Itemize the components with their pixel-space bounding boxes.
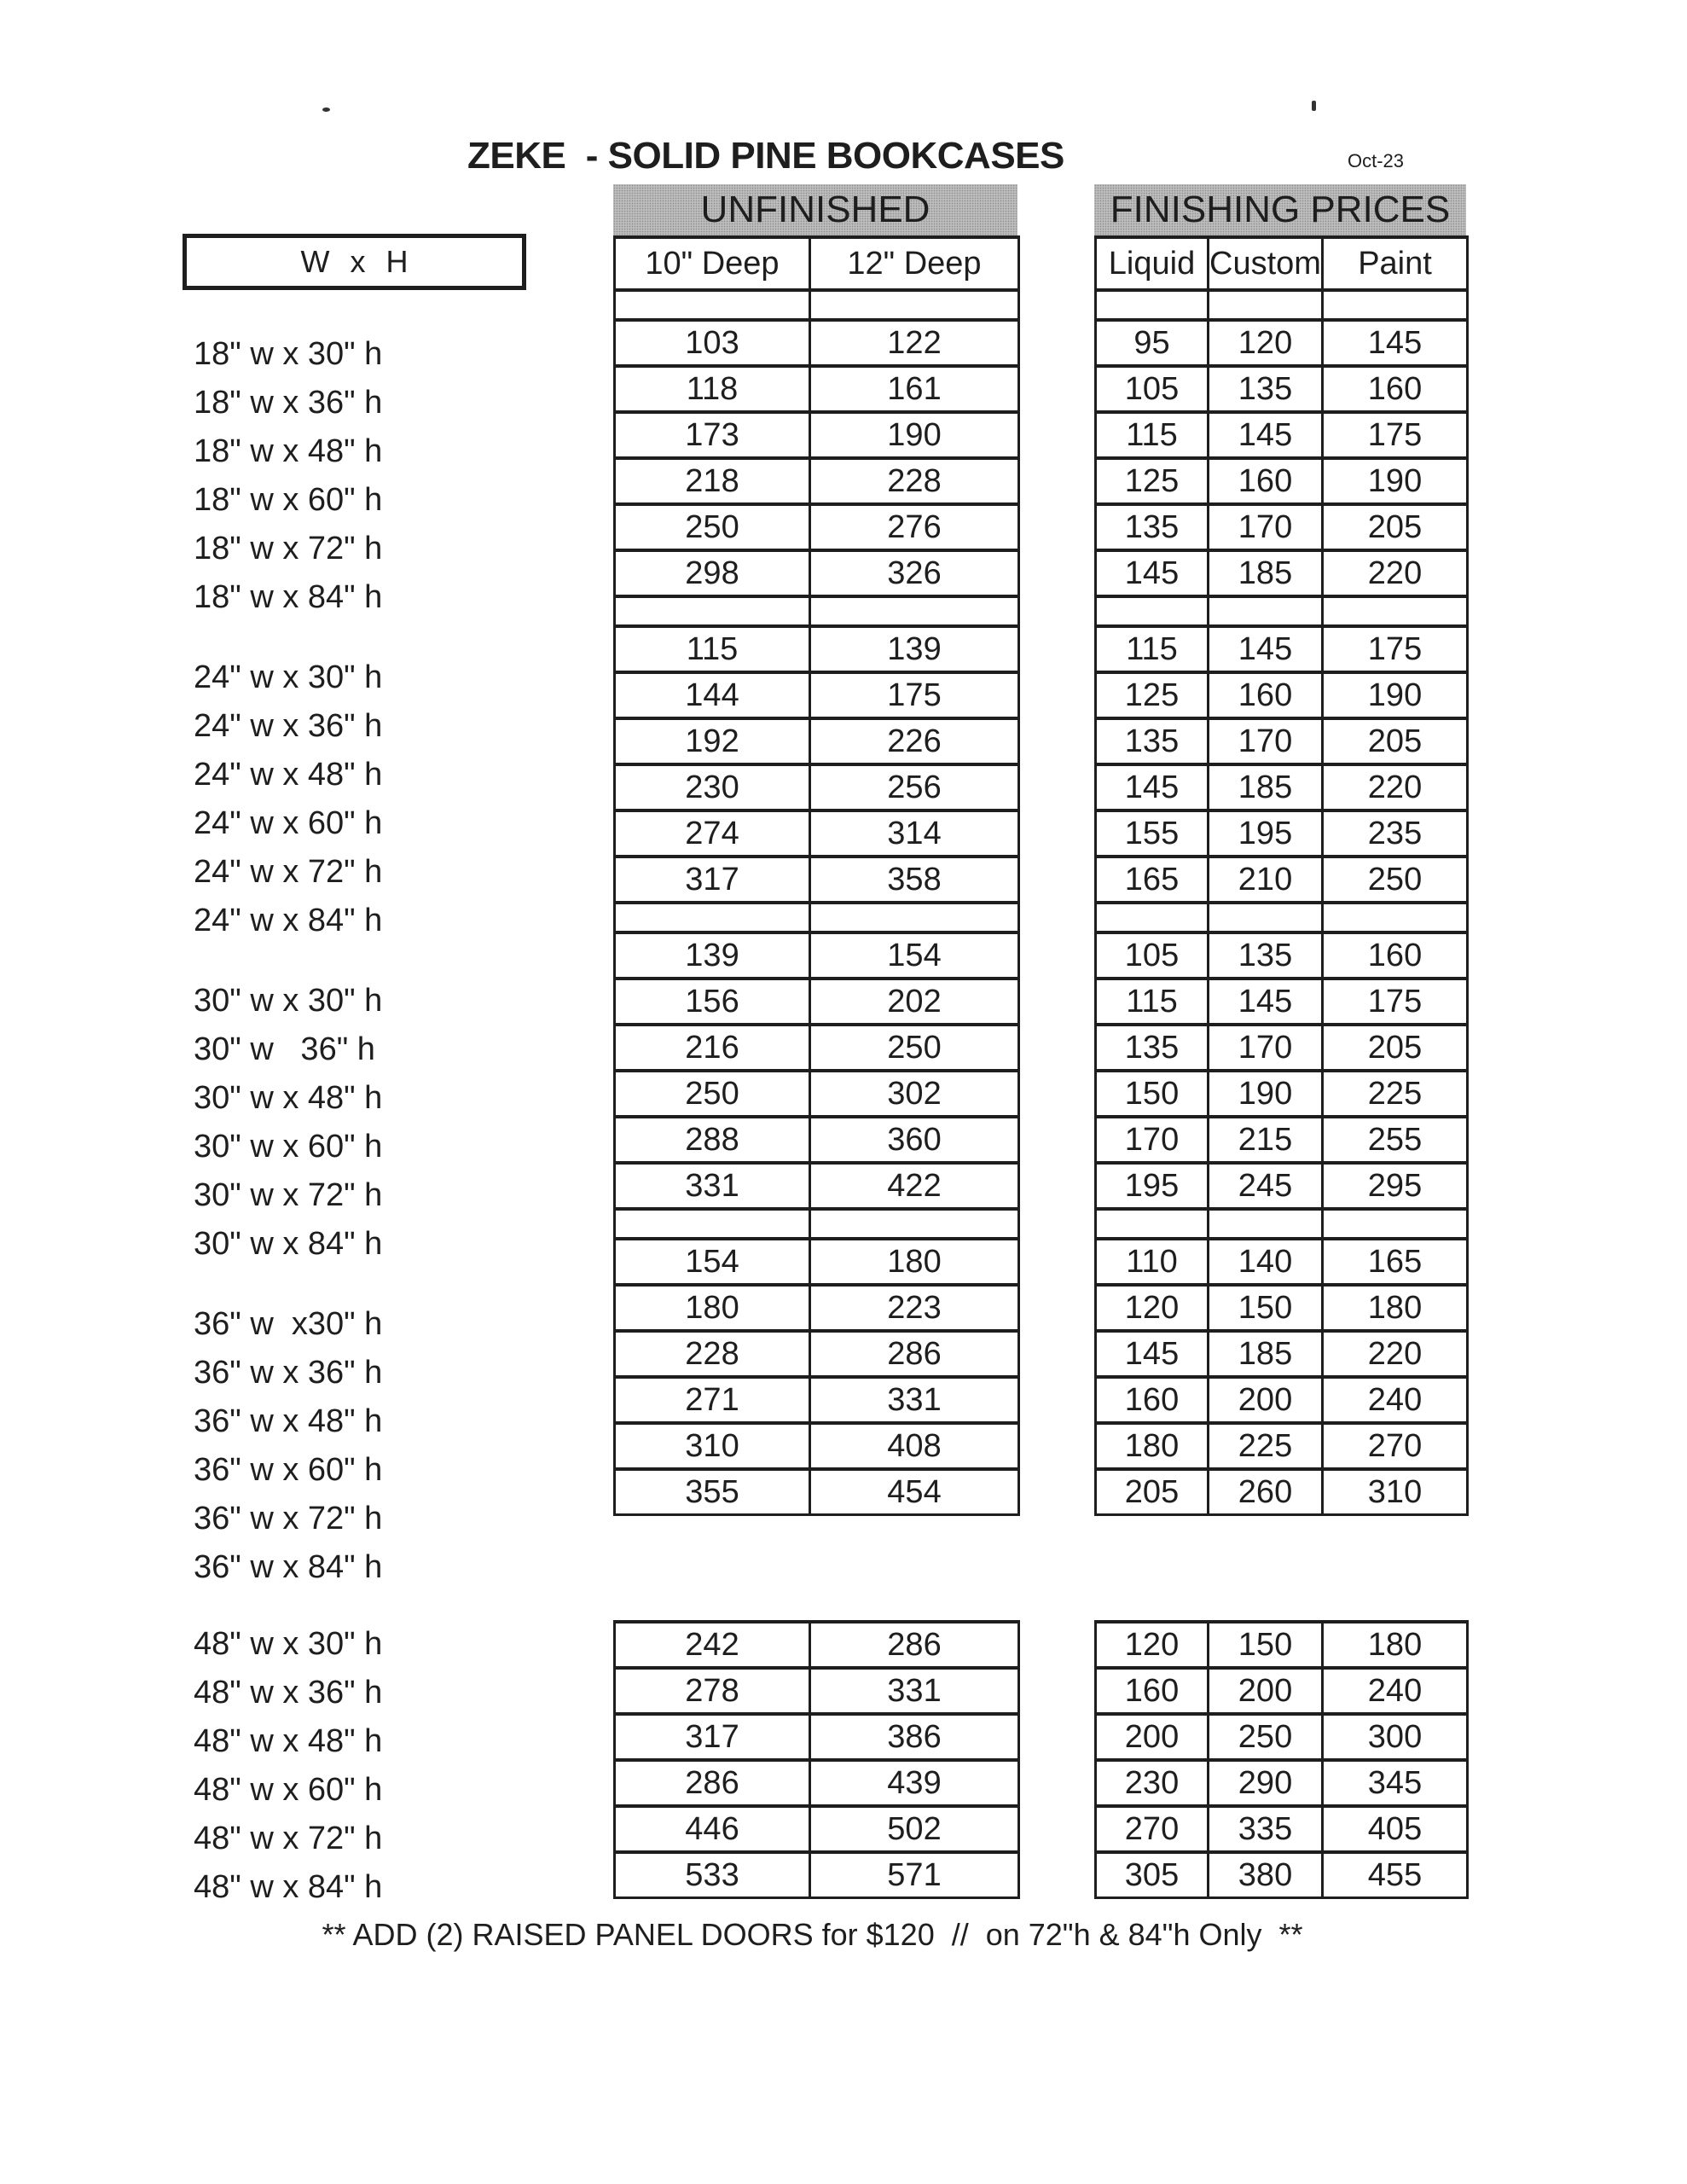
price-row [615,1025,1019,1071]
finishing-price-cell: 135 [1096,1025,1209,1071]
finishing-price-cell: 220 [1323,764,1468,810]
unfinished-price-cell: 533 [615,1852,810,1898]
blank-cell [615,1209,810,1239]
price-row [1096,1285,1468,1331]
finishing-price-cell: 255 [1323,1117,1468,1163]
unfinished-price-cell: 192 [615,718,810,764]
finishing-price-cell: 140 [1209,1239,1323,1285]
unfinished-price-cell: 180 [615,1285,810,1331]
finishing-price-cell: 205 [1323,1025,1468,1071]
blank-cell [1209,290,1323,320]
unfinished-price-cell: 317 [615,1714,810,1760]
price-row [1096,857,1468,903]
price-row [615,718,1019,764]
blank-row [1096,903,1468,932]
price-row [1096,1163,1468,1209]
finishing-price-cell: 180 [1096,1423,1209,1469]
price-row [1096,672,1468,718]
blank-cell [1096,903,1209,932]
price-row [1096,1714,1468,1760]
price-row [615,1668,1019,1714]
blank-cell [1323,596,1468,626]
unfinished-price-cell: 439 [810,1760,1019,1806]
finishing-price-cell: 250 [1209,1714,1323,1760]
price-row [1096,718,1468,764]
blank-cell [1323,290,1468,320]
size-label: 36" w x 84" h [194,1549,383,1585]
size-label: 48" w x 48" h [194,1723,383,1759]
unfinished-price-cell: 571 [810,1852,1019,1898]
finishing-price-cell: 145 [1096,764,1209,810]
price-row [1096,1239,1468,1285]
finishing-price-cell: 270 [1096,1806,1209,1852]
blank-cell [615,290,810,320]
blank-row [615,1209,1019,1239]
price-row [615,1852,1019,1898]
price-row [615,1760,1019,1806]
unfinished-price-cell: 358 [810,857,1019,903]
size-label: 24" w x 72" h [194,854,383,890]
finishing-price-cell: 125 [1096,672,1209,718]
price-row [1096,810,1468,857]
unfinished-price-cell: 180 [810,1239,1019,1285]
price-row [1096,504,1468,550]
price-row [615,1806,1019,1852]
finishing-price-cell: 170 [1096,1117,1209,1163]
unfinished-price-cell: 156 [615,979,810,1025]
column-header-row [1096,237,1468,290]
blank-cell [1209,596,1323,626]
finishing-price-cell: 300 [1323,1714,1468,1760]
price-row [615,672,1019,718]
blank-cell [615,903,810,932]
unfinished-price-cell: 250 [615,1071,810,1117]
unfinished-price-cell: 175 [810,672,1019,718]
size-label: 36" w x30" h [194,1306,383,1342]
finishing-price-cell: 220 [1323,550,1468,596]
price-row [1096,412,1468,458]
price-row [1096,1423,1468,1469]
size-label: 18" w x 72" h [194,531,383,566]
unfinished-price-cell: 331 [810,1668,1019,1714]
size-label: 36" w x 72" h [194,1501,383,1536]
size-label: 24" w x 48" h [194,757,383,793]
finishing-band [1094,184,1466,235]
price-row [1096,1760,1468,1806]
price-row [1096,320,1468,366]
finishing-price-cell: 135 [1096,504,1209,550]
price-row [1096,1668,1468,1714]
price-row [615,1469,1019,1515]
finishing-price-cell: 220 [1323,1331,1468,1377]
blank-row [615,290,1019,320]
size-label: 30" w x 60" h [194,1129,383,1165]
finishing-price-cell: 160 [1209,672,1323,718]
size-label: 24" w x 84" h [194,903,383,938]
unfinished-price-table [613,235,1020,1516]
unfinished-title: UNFINISHED [700,189,930,230]
unfinished-price-cell: 331 [810,1377,1019,1423]
price-row [1096,458,1468,504]
price-row [1096,1117,1468,1163]
finishing-price-cell: 165 [1323,1239,1468,1285]
price-row [1096,550,1468,596]
finishing-price-cell: 200 [1209,1668,1323,1714]
finishing-price-cell: 145 [1209,412,1323,458]
price-row [1096,1025,1468,1071]
finishing-price-cell: 160 [1209,458,1323,504]
unfinished-price-cell: 360 [810,1117,1019,1163]
finishing-title: FINISHING PRICES [1110,189,1451,230]
finishing-price-cell: 110 [1096,1239,1209,1285]
size-label: 48" w x 36" h [194,1675,383,1711]
finishing-price-cell: 345 [1323,1760,1468,1806]
finishing-price-cell: 120 [1209,320,1323,366]
blank-cell [1209,903,1323,932]
finishing-price-cell: 160 [1323,366,1468,412]
finishing-price-cell: 145 [1323,320,1468,366]
unfinished-price-cell: 386 [810,1714,1019,1760]
finishing-price-cell: 160 [1096,1668,1209,1714]
finishing-price-cell: 195 [1096,1163,1209,1209]
price-row [1096,764,1468,810]
size-label: 30" w x 84" h [194,1226,383,1262]
unfinished-price-cell: 250 [615,504,810,550]
unfinished-price-cell: 310 [615,1423,810,1469]
size-label: 30" w 36" h [194,1031,375,1067]
unfinished-price-cell: 115 [615,626,810,672]
blank-cell [810,290,1019,320]
price-row [615,550,1019,596]
price-row [1096,1852,1468,1898]
price-row [1096,932,1468,979]
finishing-price-cell: 205 [1323,504,1468,550]
price-row [615,626,1019,672]
price-row [615,1285,1019,1331]
unfinished-price-cell: 446 [615,1806,810,1852]
size-label: 36" w x 48" h [194,1403,383,1439]
size-label: 18" w x 36" h [194,385,383,421]
blank-cell [810,596,1019,626]
price-row [615,1423,1019,1469]
finishing-price-cell: 210 [1209,857,1323,903]
unfinished-price-cell: 276 [810,504,1019,550]
column-header-unfinished: 12" Deep [810,237,1019,290]
unfinished-price-cell: 190 [810,412,1019,458]
price-row [615,979,1019,1025]
finishing-price-cell: 115 [1096,626,1209,672]
column-header-row [615,237,1019,290]
size-label: 48" w x 30" h [194,1626,383,1662]
date-label: Oct-23 [1348,150,1405,171]
blank-cell [1209,1209,1323,1239]
unfinished-price-cell: 173 [615,412,810,458]
price-row [615,458,1019,504]
finishing-price-cell: 145 [1209,626,1323,672]
page-title: ZEKE - SOLID PINE BOOKCASES [467,135,1064,177]
finishing-price-cell: 120 [1096,1622,1209,1668]
blank-cell [810,1209,1019,1239]
size-label: 30" w x 48" h [194,1080,383,1116]
price-row [615,366,1019,412]
unfinished-price-cell: 154 [615,1239,810,1285]
finishing-price-cell: 305 [1096,1852,1209,1898]
price-row [1096,1377,1468,1423]
unfinished-price-cell: 223 [810,1285,1019,1331]
unfinished-price-cell: 202 [810,979,1019,1025]
price-row [615,1714,1019,1760]
finishing-price-cell: 175 [1323,626,1468,672]
unfinished-price-cell: 422 [810,1163,1019,1209]
unfinished-price-cell: 228 [810,458,1019,504]
price-row [1096,366,1468,412]
unfinished-price-cell: 274 [615,810,810,857]
blank-cell [1096,290,1209,320]
finishing-price-cell: 150 [1209,1285,1323,1331]
finishing-price-cell: 115 [1096,979,1209,1025]
finishing-price-cell: 170 [1209,718,1323,764]
unfinished-price-cell: 286 [810,1622,1019,1668]
unfinished-price-cell: 288 [615,1117,810,1163]
finishing-price-cell: 195 [1209,810,1323,857]
finishing-price-cell: 125 [1096,458,1209,504]
blank-cell [1323,1209,1468,1239]
finishing-price-cell: 175 [1323,412,1468,458]
finishing-price-cell: 160 [1323,932,1468,979]
unfinished-price-cell: 103 [615,320,810,366]
finishing-price-cell: 230 [1096,1760,1209,1806]
price-row [1096,1469,1468,1515]
finishing-price-cell: 175 [1323,979,1468,1025]
finishing-price-cell: 150 [1096,1071,1209,1117]
finishing-price-cell: 160 [1096,1377,1209,1423]
finishing-price-cell: 150 [1209,1622,1323,1668]
finishing-price-cell: 225 [1209,1423,1323,1469]
unfinished-price-cell: 218 [615,458,810,504]
column-header-finishing: Paint [1323,237,1468,290]
finishing-price-cell: 185 [1209,764,1323,810]
unfinished-price-cell: 408 [810,1423,1019,1469]
price-row [615,932,1019,979]
finishing-price-cell: 245 [1209,1163,1323,1209]
unfinished-price-cell: 278 [615,1668,810,1714]
size-label: 18" w x 48" h [194,433,383,469]
finishing-price-cell: 135 [1209,366,1323,412]
blank-cell [615,596,810,626]
finishing-price-cell: 105 [1096,366,1209,412]
finishing-price-cell: 310 [1323,1469,1468,1515]
finishing-price-cell: 235 [1323,810,1468,857]
size-label: 36" w x 60" h [194,1452,383,1488]
finishing-price-cell: 185 [1209,1331,1323,1377]
column-header-unfinished: 10" Deep [615,237,810,290]
finishing-price-cell: 185 [1209,550,1323,596]
unfinished-price-cell: 122 [810,320,1019,366]
unfinished-price-cell: 250 [810,1025,1019,1071]
size-label: 30" w x 30" h [194,983,383,1019]
finishing-price-cell: 380 [1209,1852,1323,1898]
blank-cell [1096,596,1209,626]
finishing-price-cell: 200 [1209,1377,1323,1423]
blank-cell [1096,1209,1209,1239]
price-row [615,412,1019,458]
price-row [615,1071,1019,1117]
blank-cell [810,903,1019,932]
price-row [615,764,1019,810]
unfinished-price-cell: 226 [810,718,1019,764]
size-column-header: W x H [183,234,526,290]
price-row [1096,626,1468,672]
blank-row [1096,290,1468,320]
size-label: 18" w x 84" h [194,579,383,615]
finishing-price-cell: 180 [1323,1285,1468,1331]
finishing-price-cell: 215 [1209,1117,1323,1163]
unfinished-price-cell: 302 [810,1071,1019,1117]
unfinished-price-cell: 355 [615,1469,810,1515]
finishing-price-cell: 240 [1323,1668,1468,1714]
scan-speck [322,107,330,112]
column-header-finishing: Custom [1209,237,1323,290]
finishing-price-cell: 205 [1096,1469,1209,1515]
finishing-price-cell: 115 [1096,412,1209,458]
blank-row [1096,1209,1468,1239]
unfinished-price-cell: 230 [615,764,810,810]
price-row [1096,1806,1468,1852]
unfinished-price-cell: 161 [810,366,1019,412]
finishing-price-cell: 105 [1096,932,1209,979]
size-label: 48" w x 72" h [194,1821,383,1856]
unfinished-price-cell: 216 [615,1025,810,1071]
size-label: 18" w x 60" h [194,482,383,518]
price-row [1096,979,1468,1025]
price-row [1096,1071,1468,1117]
blank-row [615,596,1019,626]
finishing-price-cell: 335 [1209,1806,1323,1852]
blank-cell [1323,903,1468,932]
finishing-price-cell: 170 [1209,1025,1323,1071]
unfinished-price-cell: 331 [615,1163,810,1209]
size-label: 30" w x 72" h [194,1177,383,1213]
unfinished-price-cell: 154 [810,932,1019,979]
unfinished-price-cell: 139 [615,932,810,979]
size-label: 36" w x 36" h [194,1355,383,1391]
price-row [615,1377,1019,1423]
finishing-price-cell: 240 [1323,1377,1468,1423]
unfinished-price-cell: 317 [615,857,810,903]
finishing-price-cell: 200 [1096,1714,1209,1760]
size-label: 48" w x 60" h [194,1772,383,1808]
finishing-price-table [1094,235,1469,1516]
finishing-price-cell: 170 [1209,504,1323,550]
finishing-price-cell: 145 [1209,979,1323,1025]
blank-row [615,903,1019,932]
unfinished-price-cell: 271 [615,1377,810,1423]
unfinished-price-cell: 286 [810,1331,1019,1377]
price-row [615,857,1019,903]
unfinished-price-cell: 326 [810,550,1019,596]
price-row [615,1163,1019,1209]
price-row [1096,1622,1468,1668]
finishing-price-cell: 290 [1209,1760,1323,1806]
finishing-price-cell: 455 [1323,1852,1468,1898]
size-label: 18" w x 30" h [194,336,383,372]
unfinished-price-cell: 298 [615,550,810,596]
price-row [615,1239,1019,1285]
finishing-price-cell: 180 [1323,1622,1468,1668]
finishing-price-cell: 295 [1323,1163,1468,1209]
size-label: 48" w x 84" h [194,1869,383,1905]
finishing-price-cell: 95 [1096,320,1209,366]
unfinished-price-cell: 139 [810,626,1019,672]
price-row [615,320,1019,366]
finishing-price-cell: 155 [1096,810,1209,857]
finishing-price-cell: 120 [1096,1285,1209,1331]
finishing-price-cell: 270 [1323,1423,1468,1469]
price-row [615,1117,1019,1163]
finishing-price-cell: 405 [1323,1806,1468,1852]
finishing-price-cell: 225 [1323,1071,1468,1117]
unfinished-price-cell: 256 [810,764,1019,810]
finishing-price-table-48 [1094,1620,1469,1899]
unfinished-price-cell: 118 [615,366,810,412]
price-row [615,504,1019,550]
finishing-price-cell: 260 [1209,1469,1323,1515]
unfinished-price-cell: 502 [810,1806,1019,1852]
finishing-price-cell: 190 [1209,1071,1323,1117]
finishing-price-cell: 135 [1096,718,1209,764]
unfinished-price-table-48 [613,1620,1020,1899]
finishing-price-cell: 145 [1096,1331,1209,1377]
finishing-price-cell: 165 [1096,857,1209,903]
finishing-price-cell: 190 [1323,458,1468,504]
size-label: 24" w x 30" h [194,659,383,695]
finishing-price-cell: 190 [1323,672,1468,718]
finishing-price-cell: 205 [1323,718,1468,764]
price-row [615,810,1019,857]
unfinished-price-cell: 314 [810,810,1019,857]
finishing-price-cell: 250 [1323,857,1468,903]
column-header-finishing: Liquid [1096,237,1209,290]
finishing-price-cell: 145 [1096,550,1209,596]
price-row [615,1331,1019,1377]
footer-note: ** ADD (2) RAISED PANEL DOORS for $120 // on 72"h & 84"h Only ** [322,1917,1303,1952]
price-row [615,1622,1019,1668]
price-row [1096,1331,1468,1377]
unfinished-price-cell: 144 [615,672,810,718]
unfinished-price-cell: 242 [615,1622,810,1668]
finishing-price-cell: 135 [1209,932,1323,979]
blank-row [1096,596,1468,626]
unfinished-price-cell: 454 [810,1469,1019,1515]
scan-speck [1312,101,1316,111]
size-label: 24" w x 36" h [194,708,383,744]
unfinished-band [613,184,1017,235]
unfinished-price-cell: 228 [615,1331,810,1377]
unfinished-price-cell: 286 [615,1760,810,1806]
size-label: 24" w x 60" h [194,805,383,841]
